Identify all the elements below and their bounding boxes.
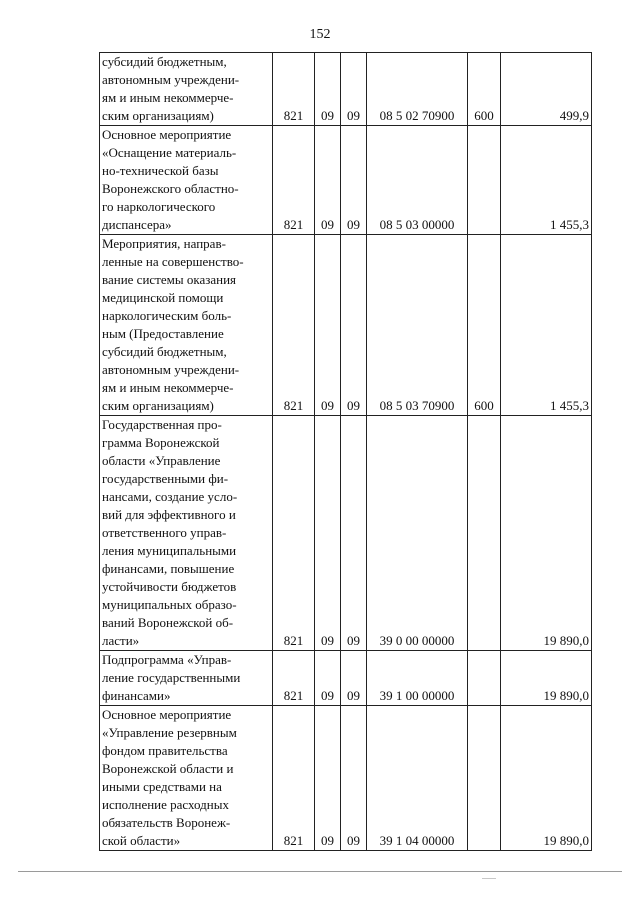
row-name-line: вание системы оказания [102,272,237,287]
budget-table-body [100,53,592,851]
row-name-line: диспансера» [102,217,172,232]
row-name-line: ления муниципальными [102,543,237,558]
row-name-line: субсидий бюджетным, [102,344,227,359]
table-row [100,126,592,235]
row-name-line: го наркологического [102,199,216,214]
table-row [100,53,592,126]
admin-code-cell: 821 [273,53,315,126]
row-name-line: «Управление резервным [102,725,237,740]
row-name-line: финансами, повышение [102,561,235,576]
admin-code-cell: 821 [273,126,315,235]
budget-table [99,52,592,851]
row-name-line: Воронежского областно- [102,181,239,196]
row-name-line: ской области» [102,833,181,848]
section-cell: 09 [315,416,341,651]
row-name-line: ям и иным некоммерче- [102,380,234,395]
amount-cell: 1 455,3 [501,126,592,235]
row-name-line: Основное мероприятие [102,707,232,722]
scan-speck [482,878,496,879]
row-name-line: ленные на совершенство- [102,254,244,269]
row-name-cell [100,651,273,706]
row-name-line: ласти» [102,633,140,648]
admin-code-cell: 821 [273,706,315,851]
admin-code-cell: 821 [273,651,315,706]
row-name-line: ским организациям) [102,398,214,413]
amount-cell: 1 455,3 [501,235,592,416]
expense-type-cell [468,126,501,235]
row-name-cell [100,235,273,416]
expense-type-cell [468,706,501,851]
table-row [100,416,592,651]
row-name-line: наркологическим боль- [102,308,232,323]
section-cell: 09 [315,235,341,416]
row-name-line: автономным учреждени- [102,362,240,377]
page-number: 152 [309,27,331,42]
row-name-line: обязательств Воронеж- [102,815,231,830]
expense-type-cell [468,416,501,651]
row-name-cell [100,706,273,851]
row-name-line: «Оснащение материаль- [102,145,237,160]
expense-type-cell [468,651,501,706]
target-article-cell: 08 5 02 70900 [367,53,468,126]
target-article-cell: 08 5 03 00000 [367,126,468,235]
subsection-cell: 09 [341,126,367,235]
target-article-cell: 39 0 00 00000 [367,416,468,651]
row-name-line: фондом правительства [102,743,228,758]
section-cell: 09 [315,651,341,706]
subsection-cell: 09 [341,416,367,651]
row-name-line: субсидий бюджетным, [102,54,227,69]
target-article-cell: 08 5 03 70900 [367,235,468,416]
subsection-cell: 09 [341,651,367,706]
row-name-line: медицинской помощи [102,290,224,305]
row-name-line: Подпрограмма «Управ- [102,652,232,667]
row-name-line: ответственного управ- [102,525,227,540]
row-name-line: области «Управление [102,453,221,468]
row-name-line: автономным учреждени- [102,72,240,87]
row-name-line: Мероприятия, направ- [102,236,226,251]
footer-rule [18,871,622,872]
row-name-line: государственными фи- [102,471,229,486]
table-row [100,651,592,706]
table-row [100,235,592,416]
target-article-cell: 39 1 04 00000 [367,706,468,851]
amount-cell: 19 890,0 [501,416,592,651]
row-name-line: муниципальных образо- [102,597,237,612]
section-cell: 09 [315,126,341,235]
expense-type-cell: 600 [468,53,501,126]
amount-cell: 499,9 [501,53,592,126]
section-cell: 09 [315,706,341,851]
row-name-line: ление государственными [102,670,241,685]
subsection-cell: 09 [341,706,367,851]
row-name-line: грамма Воронежской [102,435,220,450]
admin-code-cell: 821 [273,416,315,651]
row-name-line: вий для эффективного и [102,507,236,522]
table-row [100,706,592,851]
row-name-line: Воронежской области и [102,761,234,776]
row-name-line: иными средствами на [102,779,222,794]
row-name-line: Основное мероприятие [102,127,232,142]
row-name-cell [100,53,273,126]
row-name-line: устойчивости бюджетов [102,579,237,594]
row-name-line: нансами, создание усло- [102,489,238,504]
row-name-line: исполнение расходных [102,797,229,812]
target-article-cell: 39 1 00 00000 [367,651,468,706]
row-name-line: финансами» [102,688,171,703]
row-name-cell [100,126,273,235]
row-name-line: ваний Воронежской об- [102,615,234,630]
subsection-cell: 09 [341,53,367,126]
row-name-line: ным (Предоставление [102,326,224,341]
expense-type-cell: 600 [468,235,501,416]
amount-cell: 19 890,0 [501,706,592,851]
row-name-cell [100,416,273,651]
amount-cell: 19 890,0 [501,651,592,706]
row-name-line: но-технической базы [102,163,219,178]
admin-code-cell: 821 [273,235,315,416]
section-cell: 09 [315,53,341,126]
subsection-cell: 09 [341,235,367,416]
row-name-line: ским организациям) [102,108,214,123]
row-name-line: Государственная про- [102,417,222,432]
row-name-line: ям и иным некоммерче- [102,90,234,105]
